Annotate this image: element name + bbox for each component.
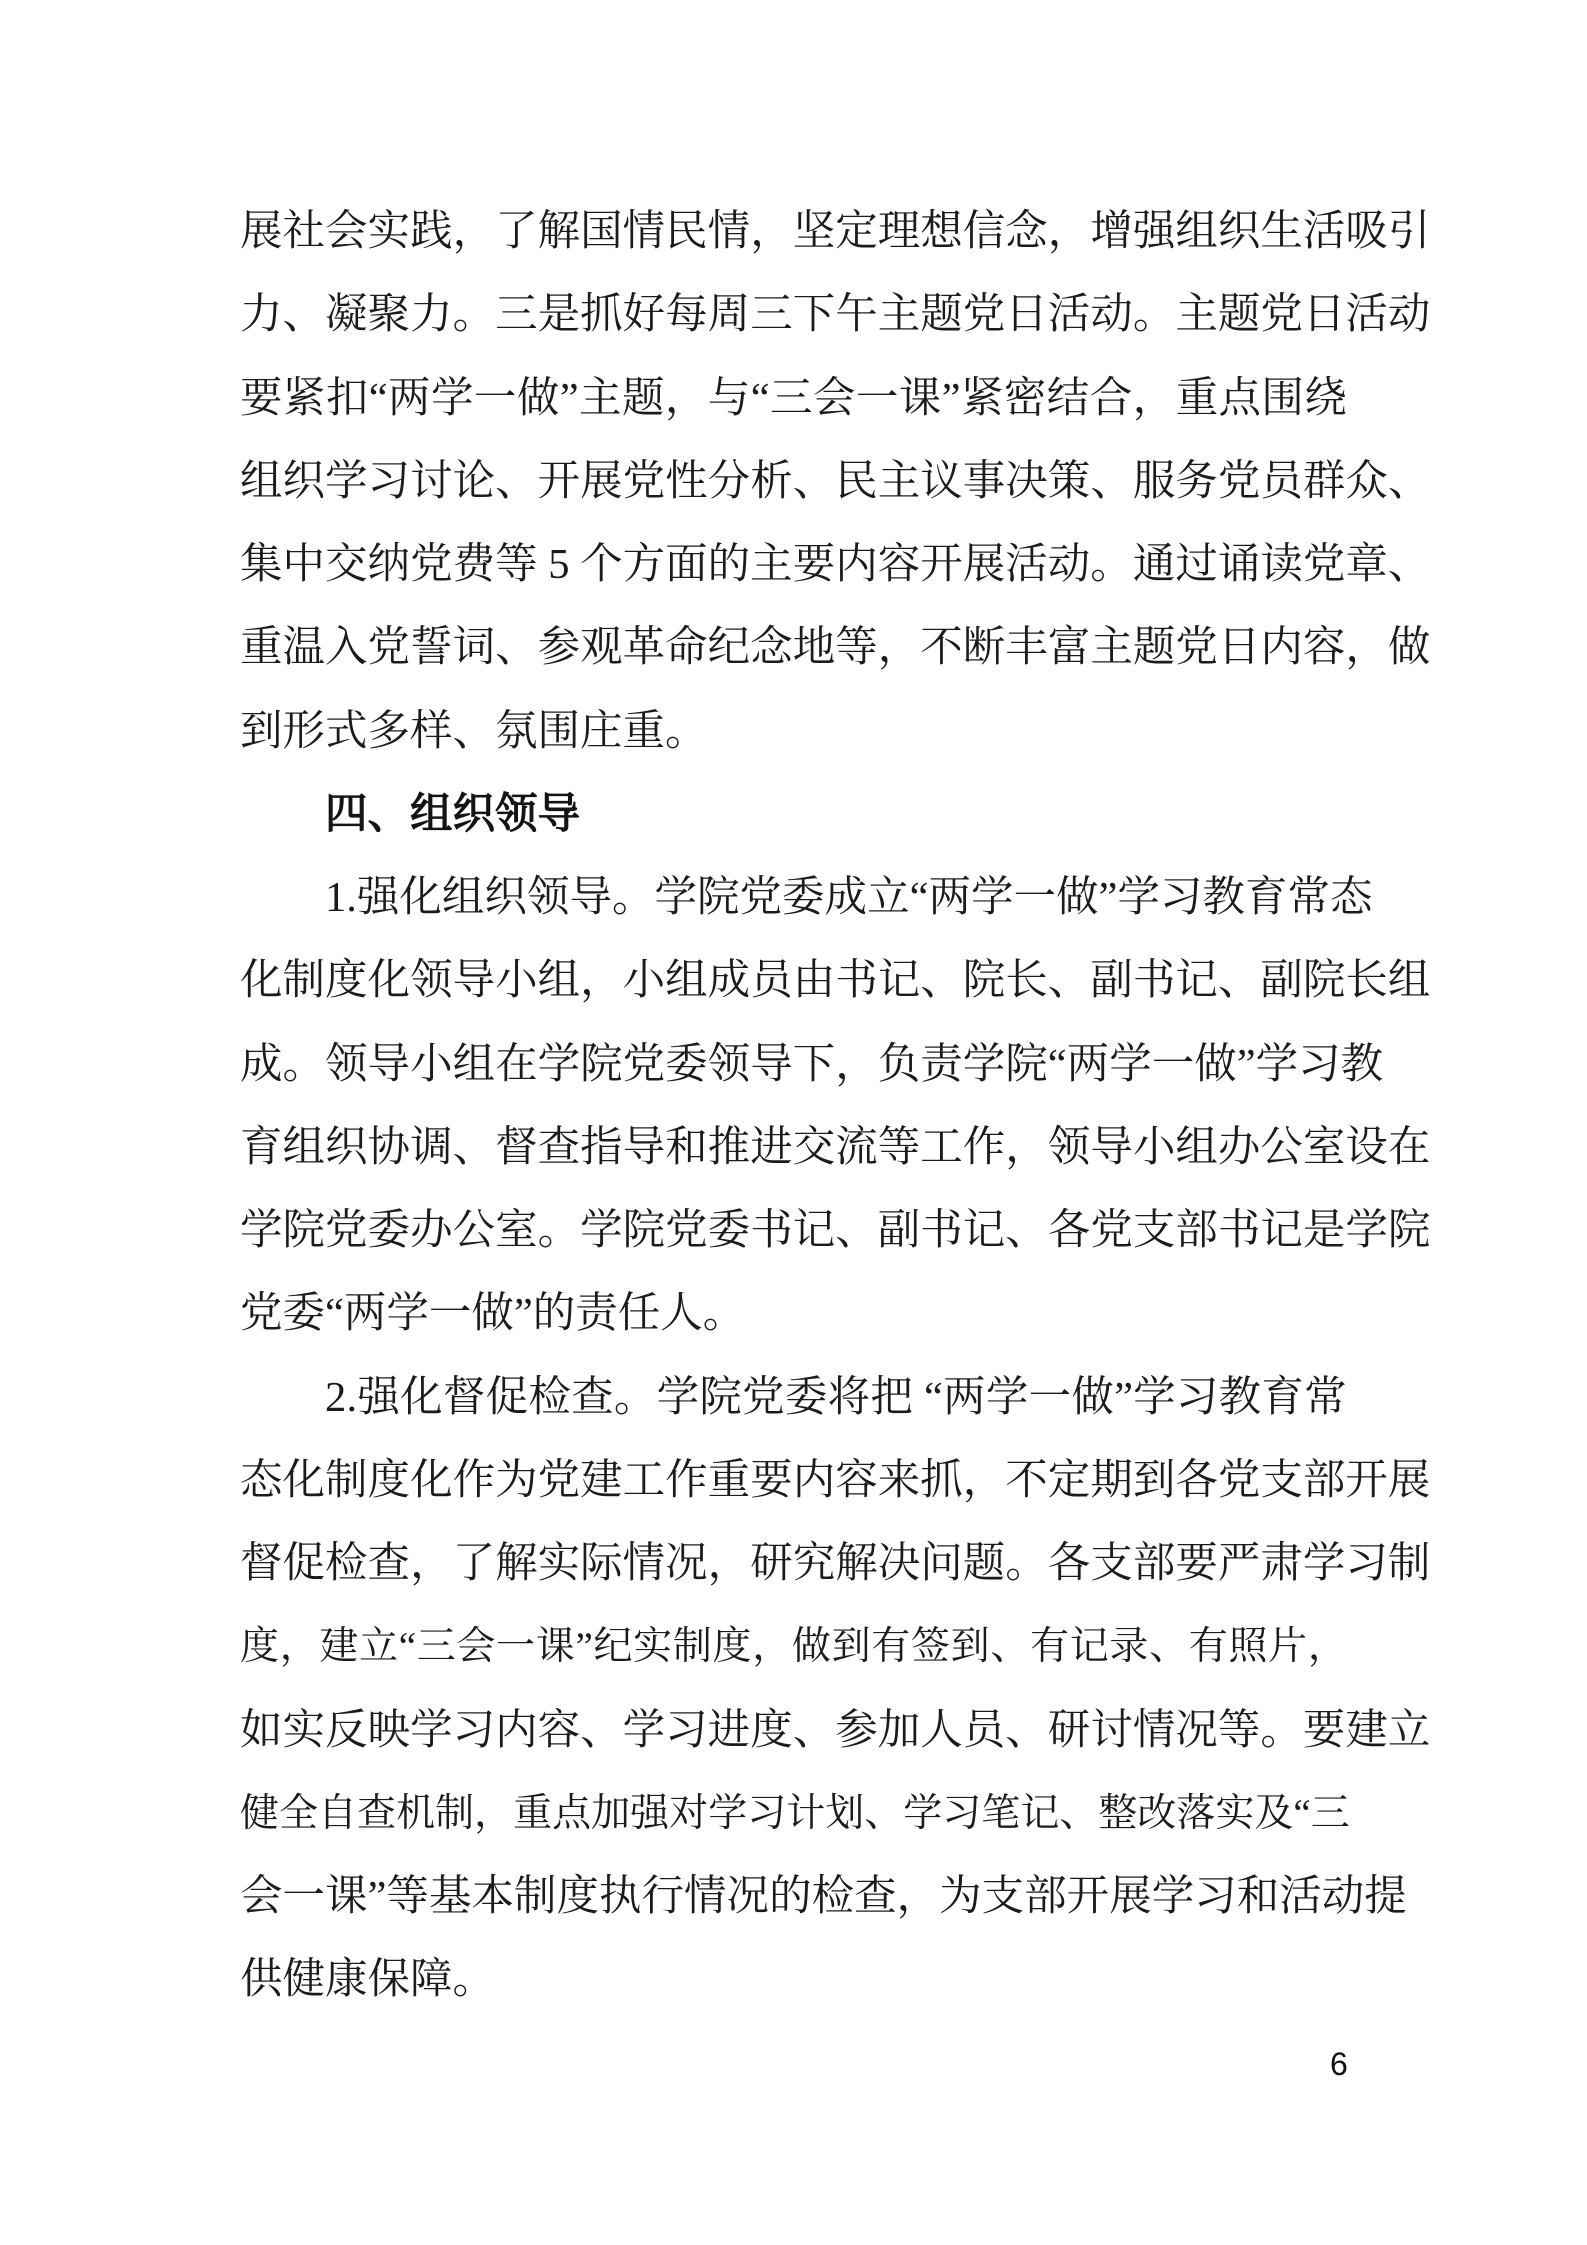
text-block bbox=[240, 190, 1431, 2022]
text-line: 化 制 度 化 领 导 小 组 ， 小 组 成 员 由 书 记 、 院 长 、 副 书 记 、 副 院 长 组 bbox=[240, 957, 1431, 1005]
section-heading: 四、组织领导 bbox=[325, 790, 581, 838]
text-line: 集 中 交 纳 党 费 等 5 个 方 面 的 主 要 内 容 开 展 活 动 。 通 过 诵 读 党 章 、 bbox=[240, 541, 1431, 588]
text-line: 组 织 学 习 讨 论 、 开 展 党 性 分 析 、 民 主 议 事 决 策 、 服 务 党 员 群 众 、 bbox=[240, 457, 1431, 505]
text-line: 督 促 检 查 ， 了 解 实 际 情 况 ， 研 究 解 决 问 题 。 各 支 部 要 严 肃 学 习 制 bbox=[240, 1540, 1431, 1587]
text-line: 党委“两学一做”的责任人。 bbox=[240, 1290, 746, 1338]
text-line: 供健康保障。 bbox=[240, 1956, 496, 2004]
text-line: 学 院 党 委 办 公 室 。 学 院 党 委 书 记 、 副 书 记 、 各 党 支 部 书 记 是 学 院 bbox=[240, 1207, 1431, 1254]
text-line: 态 化 制 度 化 作 为 党 建 工 作 重 要 内 容 来 抓 ， 不 定 期 到 各 党 支 部 开 展 bbox=[240, 1456, 1431, 1504]
page-number: 6 bbox=[1330, 2046, 1348, 2082]
text-line: 到形式多样、氛围庄重。 bbox=[240, 707, 708, 755]
text-line: 展 社 会 实 践 ， 了 解 国 情 民 情 ， 坚 定 理 想 信 念 ， 增 强 组 织 生 活 吸 引 bbox=[240, 208, 1431, 255]
text-line: 健 全 自 查 机 制 ， 重 点 加 强 对 学 习 计 划 、 学 习 笔 记 、 整 改 落 实 及 “ 三 bbox=[240, 1791, 1350, 1835]
text-line: 1 . 强 化 组 织 领 导 。 学 院 党 委 成 立 “ 两 学 一 做 ” 学 习 教 育 常 态 bbox=[325, 874, 1373, 921]
text-line: 要 紧 扣 “ 两 学 一 做 ” 主 题 ， 与 “ 三 会 一 课 ” 紧 密 结 合 ， 重 点 围 绕 bbox=[240, 374, 1347, 422]
text-line: 如 实 反 映 学 习 内 容 、 学 习 进 度 、 参 加 人 员 、 研 讨 情 况 等 。 要 建 立 bbox=[240, 1706, 1431, 1754]
text-line: 度 ， 建 立 “ 三 会 一 课 ” 纪 实 制 度 ， 做 到 有 签 到 、 有 记 录 、 有 照 片 ， bbox=[240, 1625, 1347, 1669]
text-line: 会 一 课 ” 等 基 本 制 度 执 行 情 况 的 检 查 ， 为 支 部 开 展 学 习 和 活 动 提 bbox=[240, 1873, 1407, 1920]
text-line: 重 温 入 党 誓 词 、 参 观 革 命 纪 念 地 等 ， 不 断 丰 富 主 题 党 日 内 容 ， 做 bbox=[240, 624, 1431, 672]
text-line: 力 、 凝 聚 力 。 三 是 抓 好 每 周 三 下 午 主 题 党 日 活 动 。 主 题 党 日 活 动 bbox=[240, 291, 1431, 339]
text-line: 成 。 领 导 小 组 在 学 院 党 委 领 导 下 ， 负 责 学 院 “ 两 学 一 做 ” 学 习 教 bbox=[240, 1040, 1384, 1088]
text-line: 2 . 强 化 督 促 检 查 。 学 院 党 委 将 把 “ 两 学 一 做 ” 学 习 教 育 常 bbox=[325, 1373, 1347, 1421]
text-line: 育 组 织 协 调 、 督 查 指 导 和 推 进 交 流 等 工 作 ， 领 导 小 组 办 公 室 设 在 bbox=[240, 1123, 1431, 1171]
